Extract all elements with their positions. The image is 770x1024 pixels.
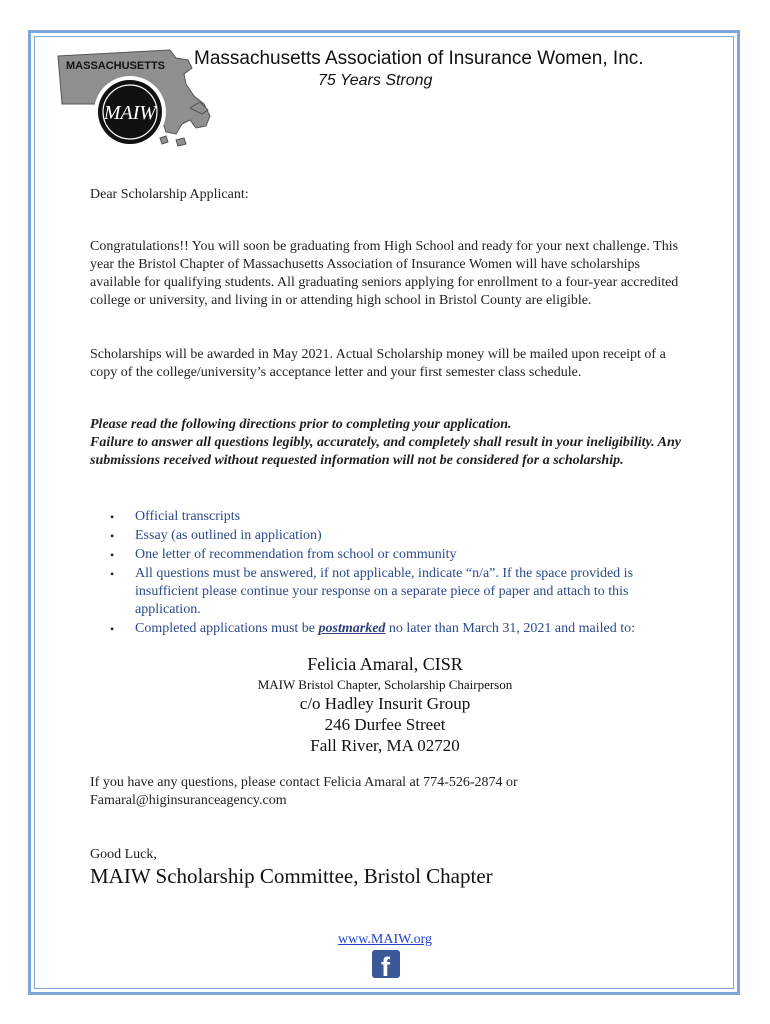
requirements-list bbox=[110, 508, 685, 639]
intro-paragraph: Congratulations!! You will soon be graduating from High School and ready for your next challenge. This year the Bristol Chapter of Massachusetts Association of Insurance Women will have scholarships available for qualifying students. All graduating seniors applying for enrollment to a four-year accredited college or university, and living in or attending high school in Bristol County are eligible. bbox=[90, 239, 679, 308]
massachusetts-map-icon bbox=[52, 44, 212, 164]
organization-title: Massachusetts Association of Insurance Women, Inc. bbox=[194, 48, 644, 69]
list-item bbox=[110, 527, 685, 545]
requirement-text: One letter of recommendation from school or community bbox=[135, 547, 457, 562]
contact-paragraph bbox=[90, 774, 690, 810]
bullet-icon: • bbox=[110, 510, 115, 524]
contact-line: If you have any questions, please contact Felicia Amaral at 774-526-2874 or bbox=[90, 775, 518, 790]
recipient-title: MAIW Bristol Chapter, Scholarship Chairperson bbox=[257, 677, 513, 692]
list-item bbox=[110, 565, 685, 619]
postmarked-emphasis: postmarked bbox=[318, 621, 386, 636]
requirement-text: Official transcripts bbox=[135, 509, 241, 524]
signature: MAIW Scholarship Committee, Bristol Chapter bbox=[90, 864, 493, 888]
bullet-icon: • bbox=[110, 529, 115, 543]
recipient-street: 246 Durfee Street bbox=[324, 715, 446, 734]
organization-subtitle: 75 Years Strong bbox=[318, 72, 433, 89]
bullet-icon: • bbox=[110, 622, 115, 636]
facebook-glyph: f bbox=[381, 952, 390, 978]
maiw-logo bbox=[52, 44, 212, 164]
directions-line-1: Please read the following directions prior to completing your application. bbox=[90, 417, 512, 432]
requirement-text: All questions must be answered, if not applicable, indicate “n/a”. If the space provided is insufficient please continue your response on a separate piece of paper and attach to this application. bbox=[135, 566, 634, 617]
website-link[interactable]: www.MAIW.org bbox=[338, 932, 432, 947]
list-item bbox=[110, 620, 685, 638]
recipient-care-of: c/o Hadley Insurit Group bbox=[299, 694, 471, 713]
requirement-text: Essay (as outlined in application) bbox=[135, 528, 322, 543]
award-paragraph: Scholarships will be awarded in May 2021. Actual Scholarship money will be mailed upon receipt of a copy of the college/university’s acceptance letter and your first semester class schedule. bbox=[90, 347, 666, 380]
contact-email: Famaral@higinsuranceagency.com bbox=[90, 793, 287, 808]
logo-seal-text: MAIW bbox=[103, 102, 157, 124]
good-luck: Good Luck, bbox=[90, 847, 157, 862]
list-item bbox=[110, 508, 685, 526]
requirement-text-before: Completed applications must be bbox=[135, 621, 319, 636]
salutation: Dear Scholarship Applicant: bbox=[90, 187, 249, 202]
facebook-icon[interactable] bbox=[372, 950, 400, 978]
bullet-icon: • bbox=[110, 567, 115, 581]
logo-state-label: MASSACHUSETTS bbox=[66, 60, 166, 72]
bullet-icon: • bbox=[110, 548, 115, 562]
list-item bbox=[110, 546, 685, 564]
directions-line-2: Failure to answer all questions legibly, accurately, and completely shall result in your ineligibility. Any submissions received without requested information will not be considered for a scholarship. bbox=[90, 435, 682, 468]
requirement-text-after: no later than March 31, 2021 and mailed to: bbox=[385, 621, 636, 636]
directions-block bbox=[90, 416, 690, 470]
recipient-city: Fall River, MA 02720 bbox=[310, 736, 460, 755]
recipient-name: Felicia Amaral, CISR bbox=[307, 654, 463, 674]
